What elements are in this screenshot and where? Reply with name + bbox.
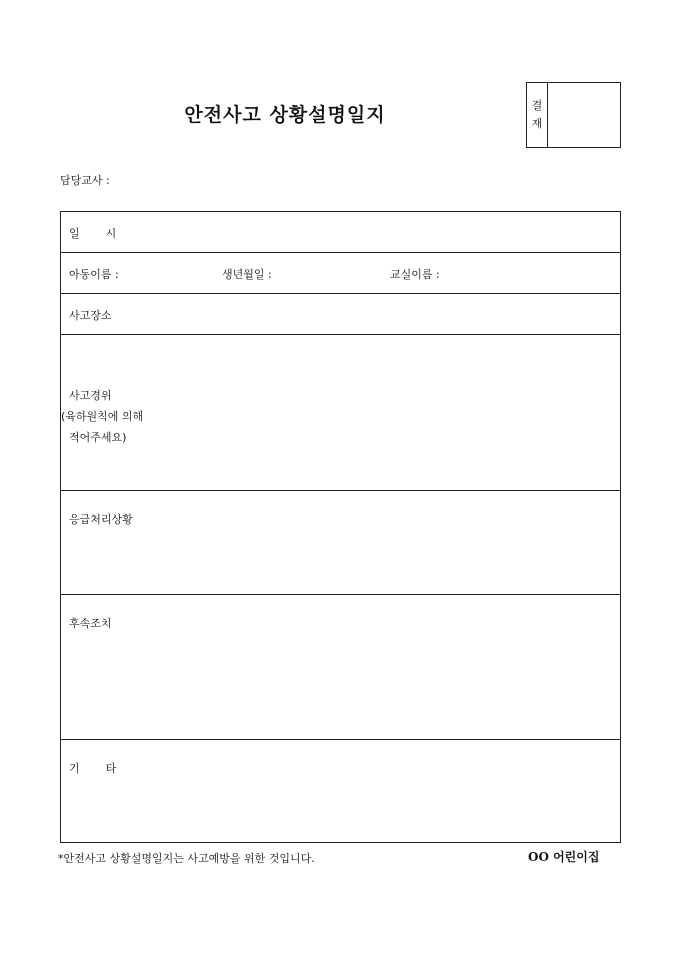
follow-up-row[interactable] [61,595,620,740]
datetime-label [69,225,116,241]
approval-box [526,82,621,148]
approval-label-line2: 재 [531,117,543,130]
footer-note: *안전사고 상황설명일지는 사고예방을 위한 것입니다. [58,852,315,865]
class-name-field[interactable]: 교실이름 : [390,268,440,281]
details-label [61,385,143,448]
location-row[interactable] [61,294,620,335]
page-title: 안전사고 상황설명일지 [184,104,386,126]
follow-up-label: 후속조치 [69,617,112,630]
approval-label [527,83,548,147]
datetime-label-part2: 시 [105,227,117,240]
etc-label-part2: 타 [105,762,117,775]
details-label-line2: (육하원칙에 의해 [61,410,144,423]
etc-label [69,760,116,776]
child-info-row [61,253,620,294]
approval-signature-field[interactable] [548,83,620,147]
datetime-row[interactable] [61,212,620,253]
birthdate-field[interactable]: 생년월일 : [222,268,272,281]
report-form [60,211,621,843]
first-aid-row[interactable] [61,491,620,595]
details-label-line3: 적어주세요) [69,431,127,444]
etc-row[interactable] [61,740,620,842]
approval-label-line1: 결 [531,99,543,112]
first-aid-label: 응급처리상황 [69,513,133,526]
teacher-field[interactable]: 담당교사 : [60,174,110,187]
child-name-field[interactable]: 아동이름 : [69,268,119,281]
details-row[interactable] [61,335,620,491]
details-label-line1: 사고경위 [69,389,112,402]
location-label: 사고장소 [69,309,112,322]
etc-label-part1: 기 [69,762,80,775]
footer-organization: OO 어린이집 [528,850,600,864]
datetime-label-part1: 일 [69,227,80,240]
